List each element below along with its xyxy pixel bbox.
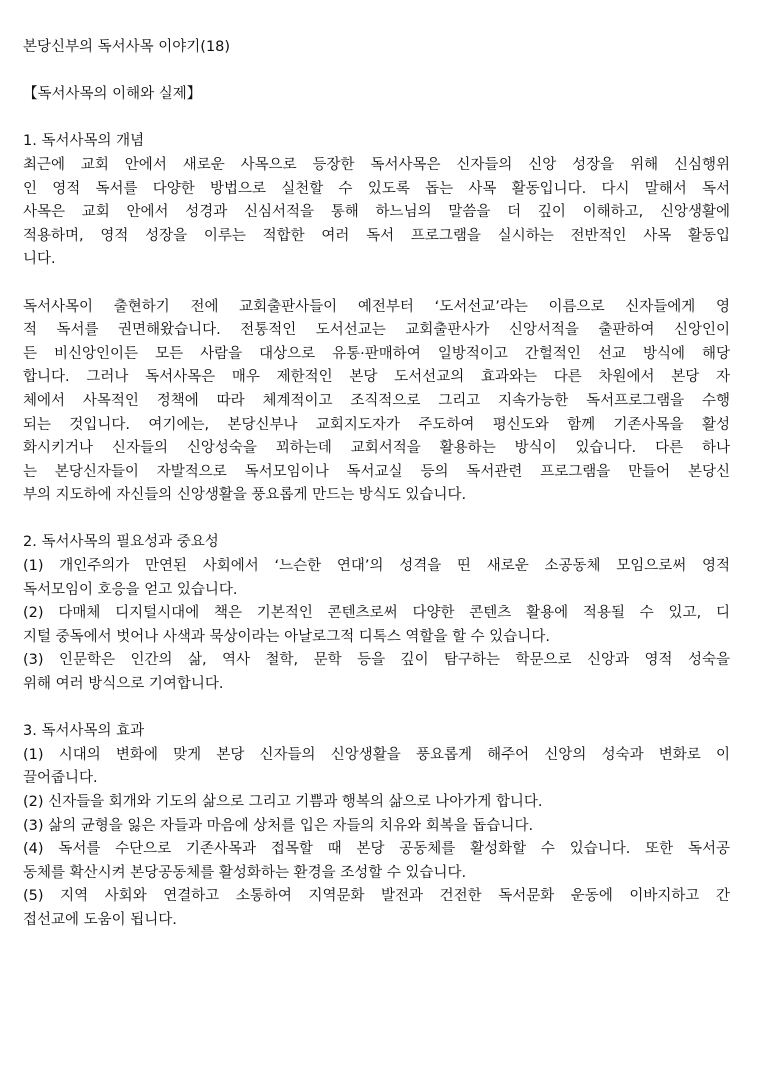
section-heading: 【독서사목의 이해와 실제】 xyxy=(23,86,202,103)
section-2-line: (3) 인문학은 인간의 삶, 역사 철학, 문학 등을 깊이 탐구하는 학문으로 신앙과 영적 성숙을 xyxy=(23,652,730,669)
section-3-line: (5) 지역 사회와 연결하고 소통하여 지역문화 발전과 건전한 독서문화 운동에 이바지하고 간 xyxy=(23,888,730,905)
section-2-line: (2) 다매체 디지털시대에 책은 기본적인 콘텐츠로써 다양한 콘텐츠 활용에 적용될 수 있고, 디 xyxy=(23,605,730,622)
section-3-line: 동체를 확산시켜 본당공동체를 활성화하는 환경을 조성할 수 있습니다. xyxy=(23,864,467,881)
section-2-line: 독서모임이 호응을 얻고 있습니다. xyxy=(23,581,238,598)
section-1-para2-line: 되는 것입니다. 여기에는, 본당신부나 교회지도자가 주도하여 평신도와 함께 기존사목을 활성 xyxy=(23,416,730,433)
section-1-para2-line: 든 비신앙인이든 모든 사람을 대상으로 유통·판매하여 일방적이고 간헐적인 선교 방식에 해당 xyxy=(23,345,730,362)
section-3-line: (2) 신자들을 회개와 기도의 삶으로 그리고 기쁨과 행복의 삶으로 나아가게 합니다. xyxy=(23,794,543,810)
spacer xyxy=(23,107,730,131)
document-title: 본당신부의 독서사목 이야기(18) xyxy=(23,39,231,55)
section-2-line: 지털 중독에서 벗어나 사색과 묵상이라는 아날로그적 디톡스 역할을 할 수 있습니다. xyxy=(23,628,550,645)
section-2-heading: 2. 독서사목의 필요성과 중요성 xyxy=(23,534,219,551)
section-1-para2-line: 부의 지도하에 자신들의 신앙생활을 풍요롭게 만드는 방식도 있습니다. xyxy=(23,487,467,504)
spacer xyxy=(23,60,730,84)
section-3-heading: 3. 독서사목의 효과 xyxy=(23,723,145,740)
section-1-para2-line: 화시키거나 신자들의 신앙성숙을 꾀하는데 교회서적을 활용하는 방식이 있습니다. 다른 하나 xyxy=(23,440,730,457)
section-1-line: 적용하며, 영적 성장을 이루는 적합한 여러 독서 프로그램을 실시하는 전반적인 사목 활동입 xyxy=(23,227,730,244)
section-1-line: 사목은 교회 안에서 성경과 신심서적을 통해 하느님의 말씀을 더 깊이 이해하고, 신앙생활에 xyxy=(23,204,730,221)
section-3-line: (4) 독서를 수단으로 기존사목과 접목할 때 본당 공동체를 활성화할 수 있습니다. 또한 독서공 xyxy=(23,841,730,858)
spacer xyxy=(23,697,730,721)
section-1-para2-line: 적 독서를 권면해왔습니다. 전통적인 도서선교는 교회출판사가 신앙서적을 출판하여 신앙인이 xyxy=(23,322,730,339)
section-1-line: 니다. xyxy=(23,251,56,268)
section-3-line: (1) 시대의 변화에 맞게 본당 신자들의 신앙생활을 풍요롭게 해주어 신앙의 성숙과 변화로 이 xyxy=(23,746,730,763)
section-3-line: 끌어줍니다. xyxy=(23,770,98,787)
section-2-line: 위해 여러 방식으로 기여합니다. xyxy=(23,676,224,693)
spacer xyxy=(23,508,730,532)
section-1-line: 인 영적 독서를 다양한 방법으로 실천할 수 있도록 돕는 사목 활동입니다. 다시 말해서 독서 xyxy=(23,180,730,197)
section-1-heading: 1. 독서사목의 개념 xyxy=(23,133,145,150)
section-2-line: (1) 개인주의가 만연된 사회에서 ‘느슨한 연대’의 성격을 띤 새로운 소공동체 모임으로써 영적 xyxy=(23,558,730,575)
section-1-para2-line: 는 본당신자들이 자발적으로 독서모임이나 독서교실 등의 독서관련 프로그램을 만들어 본당신 xyxy=(23,463,730,480)
spacer xyxy=(23,272,730,296)
section-3-line: 접선교에 도움이 됩니다. xyxy=(23,911,177,928)
section-3-line: (3) 삶의 균형을 잃은 자들과 마음에 상처를 입은 자들의 치유와 회복을 돕습니다. xyxy=(23,817,534,834)
section-1-para2-line: 독서사목이 출현하기 전에 교회출판사들이 예전부터 ‘도서선교’라는 이름으로 신자들에게 영 xyxy=(23,298,730,315)
section-1-para2-line: 합니다. 그러나 독서사목은 매우 제한적인 본당 도서선교의 효과와는 다른 차원에서 본당 자 xyxy=(23,369,730,386)
section-1-para2-line: 체에서 사목적인 정책에 따라 체계적이고 조직적으로 그리고 지속가능한 독서프로그램을 수행 xyxy=(23,392,730,409)
section-1-line: 최근에 교회 안에서 새로운 사목으로 등장한 독서사목은 신자들의 신앙 성장을 위해 신심행위 xyxy=(23,156,730,173)
